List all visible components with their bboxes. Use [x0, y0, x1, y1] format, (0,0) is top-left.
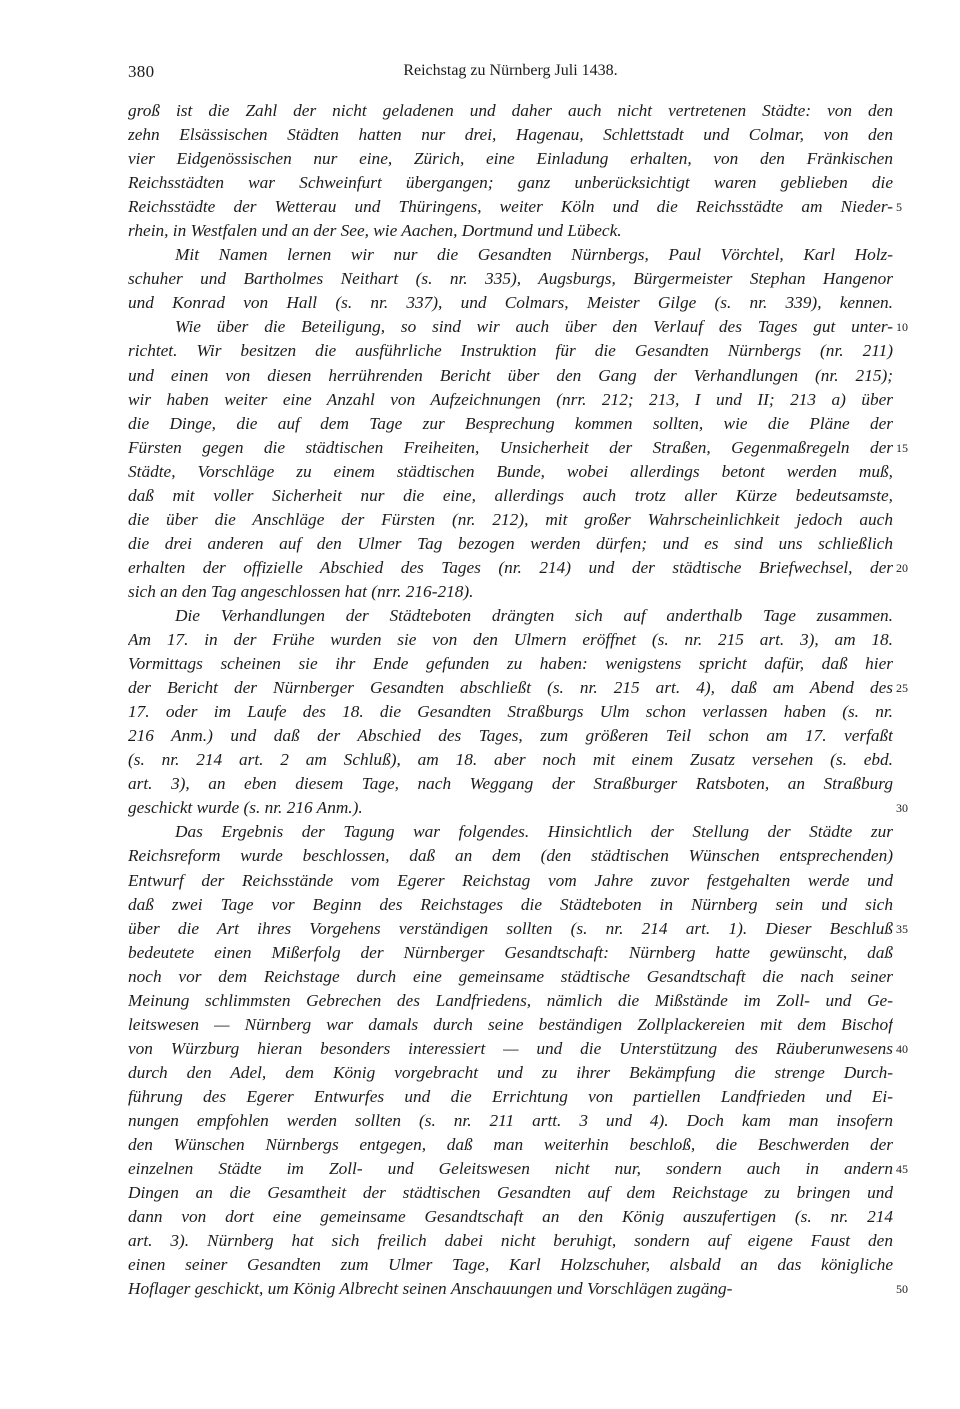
text-line: durch den Adel, dem König vorgebracht und zu ihrer Bekämpfung die strenge Durch- — [128, 1062, 893, 1082]
text-line: Die Verhandlungen der Städteboten drängten sich auf anderthalb Tage zusammen. — [175, 605, 893, 625]
text-line: erhalten der offizielle Abschied des Tages (nr. 214) und der städtische Briefwechsel, der — [128, 557, 893, 577]
text-line: Wie über die Beteiligung, so sind wir auch über den Verlauf des Tages gut unter- — [175, 317, 893, 337]
line-number: 35 — [896, 921, 908, 936]
text-line: der Bericht der Nürnberger Gesandten abschließt (s. nr. 215 art. 4), daß am Abend des — [128, 678, 893, 698]
text-line: 216 Anm.) und daß der Abschied des Tages, zum größeren Teil schon am 17. verfaßt — [128, 726, 893, 746]
text-line: Am 17. in der Frühe wurden sie von den Ulmern eröffnet (s. nr. 215 art. 3), am 18. — [128, 630, 893, 650]
running-title: Reichstag zu Nürnberg Juli 1438. — [403, 62, 618, 79]
text-line: groß ist die Zahl der nicht geladenen und daher auch nicht vertretenen Städte: von den — [128, 101, 893, 120]
text-line: und Konrad von Hall (s. nr. 337), und Colmars, Meister Gilge (s. nr. 339), kennen. — [128, 293, 893, 313]
page-header — [128, 62, 893, 86]
text-line: vier Eidgenössischen nur eine, Zürich, eine Einladung erhalten, von den Fränkischen — [128, 149, 893, 169]
text-line: art. 3). Nürnberg hat sich freilich dabei nicht beruhigt, sondern auf eigene Faust den — [128, 1231, 893, 1251]
text-line: die drei anderen auf den Ulmer Tag bezogen werden dürfen; und es sind uns schließlich — [128, 533, 893, 553]
text-line: von Würzburg hieran besonders interessiert — und die Unterstützung des Räuberunwesens — [128, 1038, 893, 1058]
text-line: Hoflager geschickt, um König Albrecht seinen Anschauungen und Vorschlägen zugäng- — [128, 1279, 733, 1299]
text-line: führung des Egerer Entwurfes und die Errichtung von partiellen Landfrieden und Ei- — [128, 1086, 893, 1106]
text-line: Fürsten gegen die städtischen Freiheiten, Unsicherheit der Straßen, Gegenmaßregeln der — [128, 437, 893, 457]
text-line: sich an den Tag angeschlossen hat (nrr. 216-218). — [128, 581, 474, 601]
text-line: schuher und Bartholmes Neithart (s. nr. 335), Augsburgs, Bürgermeister Stephan Hangenor — [128, 269, 893, 289]
line-number: 20 — [896, 560, 908, 575]
text-line: daß zwei Tage vor Beginn des Reichstages die Städteboten in Nürnberg sein und sich — [128, 894, 893, 914]
text-line: Meinung schlimmsten Gebrechen des Landfriedens, nämlich die Mißstände im Zoll- und Ge- — [128, 990, 893, 1010]
line-number: 25 — [896, 681, 908, 696]
text-line: die Dinge, die auf dem Tage zur Besprechung kommen sollten, wie die Pläne der — [128, 413, 893, 433]
text-line: rhein, in Westfalen und an der See, wie Aachen, Dortmund und Lübeck. — [128, 221, 622, 241]
line-number: 45 — [896, 1162, 908, 1177]
line-number: 5 — [896, 200, 902, 215]
text-line: geschickt wurde (s. nr. 216 Anm.). — [128, 798, 363, 818]
line-number: 50 — [896, 1282, 908, 1297]
body-text — [128, 99, 893, 1301]
text-line: und einen von diesen herrührenden Bericht über den Gang der Verhandlungen (nr. 215); — [128, 365, 893, 385]
line-number: 15 — [896, 440, 908, 455]
text-line: einzelnen Städte im Zoll- und Geleitswesen nicht nur, sondern auch in andern — [128, 1159, 893, 1179]
text-line: daß mit voller Sicherheit nur die eine, allerdings auch trotz aller Kürze bedeutsamste, — [128, 485, 893, 505]
text-line: Das Ergebnis der Tagung war folgendes. Hinsichtlich der Stellung der Städte zur — [175, 822, 893, 842]
text-line: dann von dort eine gemeinsame Gesandtschaft an den König auszufertigen (s. nr. 214 — [128, 1207, 893, 1227]
text-line: einen seiner Gesandten zum Ulmer Tage, Karl Holzschuher, alsbald an das königliche — [128, 1255, 893, 1275]
text-line: leitswesen — Nürnberg war damals durch seine beständigen Zollplackereien mit dem Bischof — [128, 1014, 893, 1034]
text-line: wir haben weiter eine Anzahl von Aufzeichnungen (nrr. 212; 213, I und II; 213 a) über — [128, 389, 893, 409]
text-line: art. 3), an eben diesem Tage, nach Weggang der Straßburger Ratsboten, an Straßburg — [128, 774, 893, 794]
text-line: Reichsstädten war Schweinfurt übergangen; ganz unberücksichtigt waren geblieben die — [128, 173, 893, 193]
text-line: nungen empfohlen werden sollten (s. nr. 211 artt. 3 und 4). Doch kam man insofern — [128, 1110, 893, 1130]
text-line: (s. nr. 214 art. 2 am Schluß), am 18. aber noch mit einem Zusatz versehen (s. ebd. — [128, 750, 893, 770]
text-line: Dingen an die Gesamtheit der städtischen Gesandten auf dem Reichstage zu bringen und — [128, 1183, 893, 1203]
text-line: Vormittags scheinen sie ihr Ende gefunden zu haben: wenigstens spricht dafür, daß hier — [128, 654, 893, 674]
line-number: 40 — [896, 1041, 908, 1056]
text-line: Entwurf der Reichsstände vom Egerer Reichstag vom Jahre zuvor festgehalten werde und — [128, 870, 893, 890]
text-line: bedeutete einen Mißerfolg der Nürnberger Gesandtschaft: Nürnberg hatte gewünscht, daß — [128, 942, 893, 962]
text-line: die über die Anschläge der Fürsten (nr. 212), mit großer Wahrscheinlichkeit jedoch auch — [128, 509, 893, 529]
text-line: noch vor dem Reichstage durch eine gemeinsame städtische Gesandtschaft die nach seiner — [128, 966, 893, 986]
text-line: zehn Elsässischen Städten hatten nur drei, Hagenau, Schlettstadt und Colmar, von den — [128, 125, 893, 145]
line-number: 30 — [896, 801, 908, 816]
page-number: 380 — [128, 62, 155, 81]
text-line: 17. oder im Laufe des 18. die Gesandten Straßburgs Ulm schon verlassen haben (s. nr. — [128, 702, 893, 722]
text-line: Reichsreform wurde beschlossen, daß an dem (den städtischen Wünschen entsprechenden) — [128, 846, 893, 866]
line-number: 10 — [896, 320, 908, 335]
text-line: über die Art ihres Vorgehens verständigen sollten (s. nr. 214 art. 1). Dieser Beschluß — [128, 918, 893, 938]
text-line: Städte, Vorschläge zu einem städtischen Bunde, wobei allerdings betont werden muß, — [128, 461, 893, 481]
text-line: Reichsstädte der Wetterau und Thüringens, weiter Köln und die Reichsstädte am Nieder- — [128, 197, 893, 217]
text-line: Mit Namen lernen wir nur die Gesandten Nürnbergs, Paul Vörchtel, Karl Holz- — [175, 245, 893, 265]
text-line: richtet. Wir besitzen die ausführliche Instruktion für die Gesandten Nürnbergs (nr. 211) — [128, 341, 893, 361]
text-line: den Wünschen Nürnbergs entgegen, daß man weiterhin beschloß, die Beschwerden der — [128, 1135, 893, 1155]
